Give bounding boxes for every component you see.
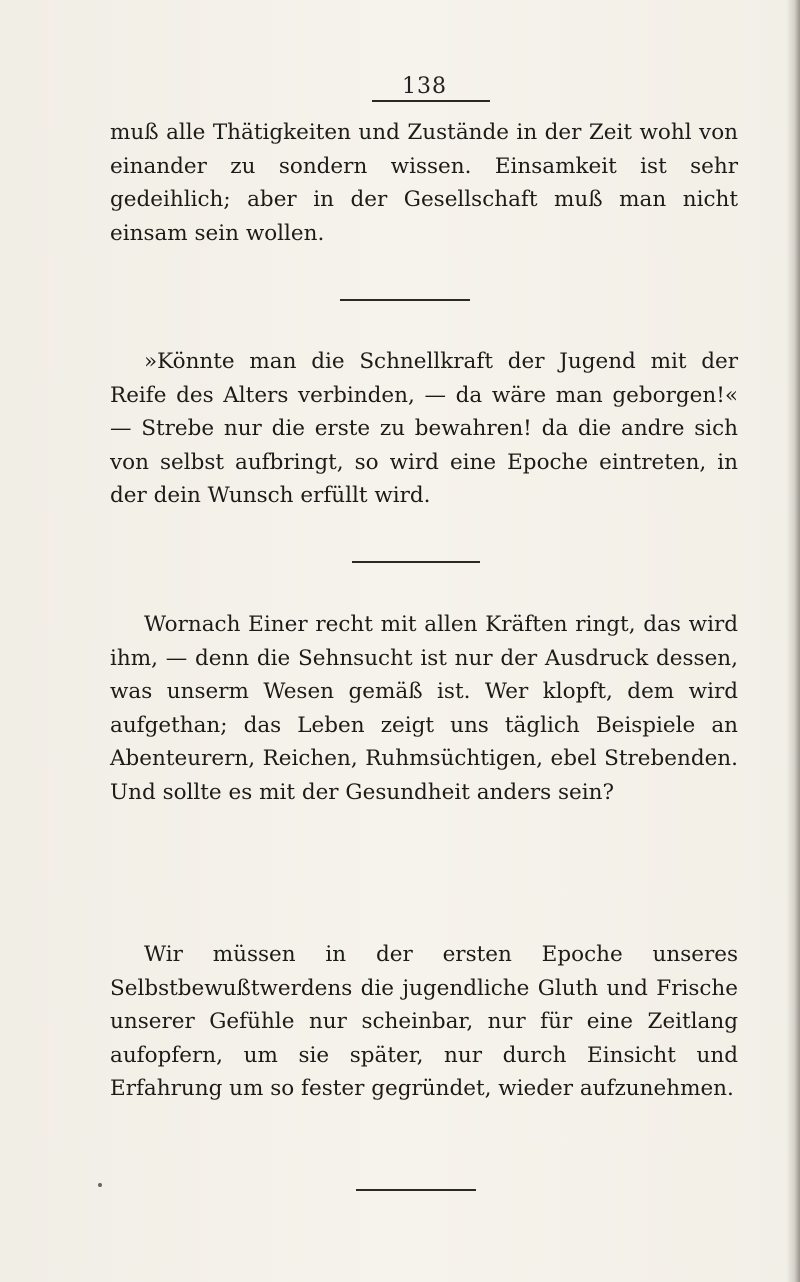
paragraph-4: Wir müssen in der ersten Epoche unseres Selbstbewußtwerdens die jugendliche Gluth und Frische unserer Gefühle nur scheinbar, nur für eine Zeitlang aufopfern, um sie später, nur durch Einsicht und Erfahrung um so fester gegründet, wieder aufzunehmen. — [110, 942, 738, 1101]
page-edge-shadow — [786, 0, 800, 1282]
section-divider-3 — [356, 1189, 476, 1191]
page-number: 138 — [402, 74, 447, 99]
section-divider-1 — [340, 299, 470, 301]
ink-speck — [98, 1183, 102, 1187]
paragraph-1: muß alle Thätigkeiten und Zustände in der Zeit wohl von einander zu sondern wissen. Einsamkeit ist sehr gedeihlich; aber in der Gesellschaft muß man nicht einsam sein wollen. — [110, 120, 738, 246]
section-divider-2 — [352, 561, 480, 563]
header-rule — [372, 100, 490, 102]
paragraph-2: »Könnte man die Schnellkraft der Jugend mit der Reife des Alters verbinden, — da wäre man geborgen!« — Strebe nur die erste zu bewahren! da die andre sich von selbst aufbringt, so wird eine Epoche eintreten, in der dein Wunsch erfüllt wird. — [110, 349, 738, 508]
paragraph-3: Wornach Einer recht mit allen Kräften ringt, das wird ihm, — denn die Sehnsucht ist nur der Ausdruck dessen, was unserm Wesen gemäß ist. Wer klopft, dem wird aufgethan; das Leben zeigt uns täglich Beispiele an Abenteurern, Reichen, Ruhmsüchtigen, ebel Strebenden. Und sollte es mit der Gesundheit anders sein? — [110, 612, 738, 805]
